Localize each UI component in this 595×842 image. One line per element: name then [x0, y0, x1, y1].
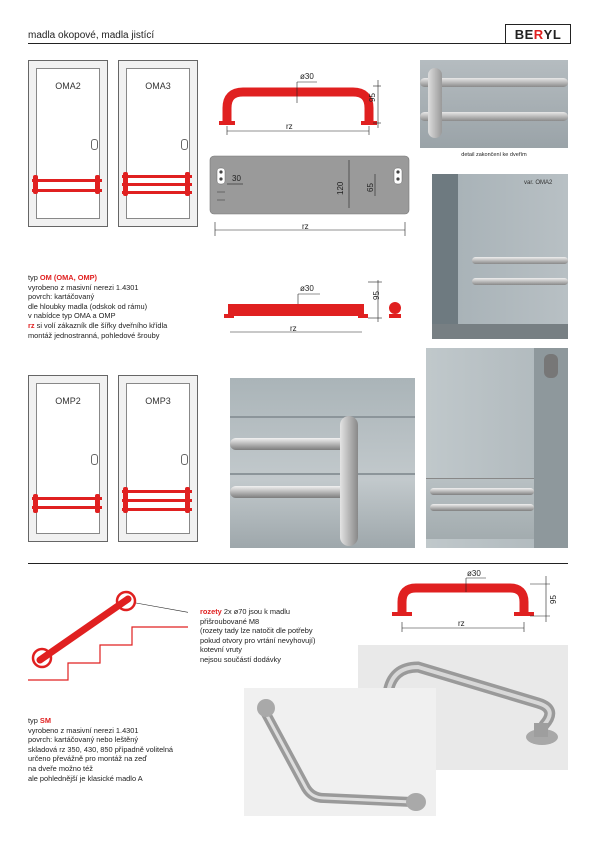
door-oma2: [28, 60, 108, 227]
door-label: OMP3: [145, 396, 171, 406]
sm-line: určeno převážně pro montáž na zeď: [28, 754, 147, 764]
rozety-line: přišroubované M8: [200, 616, 260, 626]
kick-rail: [122, 183, 192, 186]
kick-rail: [32, 179, 102, 182]
door-handle-icon: [181, 139, 188, 150]
door-oma3: [118, 60, 198, 227]
om-line: dle hloubky madla (odskok od rámu): [28, 301, 148, 311]
rail-post: [95, 175, 100, 194]
photo-var-caption: var. OMA2: [524, 180, 553, 186]
dim-height-label: 95: [372, 291, 381, 300]
dim-diameter-label: ø30: [467, 569, 481, 578]
photo-caption: detail zakončení ke dveřím: [461, 152, 527, 158]
beryl-logo: [505, 24, 571, 44]
kick-rail: [122, 490, 192, 493]
dim-rz-label: rz: [302, 222, 309, 231]
header-divider: [28, 43, 568, 44]
dim-height-label: 95: [549, 595, 558, 604]
rz-prefix: rz: [28, 320, 35, 330]
sm-description: [28, 716, 243, 783]
kick-rail: [32, 506, 102, 509]
rozety-line: pokud otvory pro vrtání nevyhovují): [200, 635, 316, 645]
photo-angled-handle: [244, 688, 436, 816]
logo-part-3: YL: [543, 26, 562, 42]
rozety-line: nejsou součástí dodávky: [200, 654, 281, 664]
door-label: OMA2: [55, 81, 81, 91]
sm-line: vyrobeno z masivní nerezi 1.4301: [28, 725, 139, 735]
kick-rail: [32, 189, 102, 192]
type-code: OM (OMA, OMP): [39, 273, 97, 282]
om-line: povrch: kartáčovaný: [28, 292, 95, 302]
rail-post: [123, 487, 128, 513]
photo-rail-detail: [420, 60, 568, 148]
kick-rail: [32, 497, 102, 500]
dim-120-label: 120: [336, 181, 345, 195]
rail-post: [95, 494, 100, 513]
rail-post: [123, 172, 128, 196]
door-omp2: [28, 375, 108, 542]
door-omp3: [118, 375, 198, 542]
kick-rail: [122, 499, 192, 502]
logo-part-1: BE: [514, 26, 534, 42]
photo-door-rails: [426, 348, 568, 548]
rozety-word: rozety: [200, 607, 222, 616]
rail-post: [185, 487, 190, 513]
sm-line: skladová rz 350, 430, 850 případně volitelná: [28, 744, 174, 754]
page-title: madla okopové, madla jistící: [28, 30, 155, 41]
dim-rz-label: rz: [286, 122, 293, 131]
handle-sm-drawing: [380, 570, 568, 642]
door-label: OMA3: [145, 81, 171, 91]
rail-post: [185, 172, 190, 196]
om-line: montáž jednostranná, pohledové šrouby: [28, 330, 160, 340]
dim-rz-label: rz: [290, 324, 297, 333]
rozety-rest: 2x ø70 jsou k madlu: [221, 607, 290, 616]
photo-rails-closeup: [230, 378, 415, 548]
dim-65-label: 65: [366, 183, 375, 192]
door-label: OMP2: [55, 396, 81, 406]
sm-line: na dveře možno též: [28, 763, 93, 773]
sm-line: ale pohlednější je klasické madlo A: [28, 773, 143, 783]
kick-rail: [122, 508, 192, 511]
om-line: v nabídce typ OMA a OMP: [28, 311, 116, 321]
type-prefix: typ: [28, 273, 40, 282]
logo-part-2: R: [533, 26, 544, 42]
om-line: vyrobeno z masivní nerezi 1.4301: [28, 282, 139, 292]
rozety-line: (rozety tady lze natočit dle potřeby: [200, 626, 313, 636]
rozety-line: kotevní vruty: [200, 645, 242, 655]
rz-rest: si volí zákazník dle šířky dveřního křídla: [34, 320, 168, 330]
kick-rail: [122, 191, 192, 194]
handle-flat-drawing: [222, 280, 412, 340]
rail-post: [33, 175, 38, 194]
stair-diagram: [28, 585, 188, 685]
dim-width-label: 30: [232, 174, 241, 183]
type-code: SM: [39, 716, 52, 725]
kick-rail: [122, 175, 192, 178]
type-prefix: typ: [28, 716, 40, 725]
sm-line: povrch: kartáčovaný nebo leštěný: [28, 735, 139, 745]
door-handle-icon: [91, 454, 98, 465]
dim-diameter-label: ø30: [300, 284, 314, 293]
door-handle-icon: [181, 454, 188, 465]
door-handle-icon: [91, 139, 98, 150]
rail-post: [33, 494, 38, 513]
om-description: [28, 273, 228, 340]
section-divider: [28, 563, 568, 564]
photo-door-oma2: [432, 174, 568, 339]
dim-diameter-label: ø30: [300, 72, 314, 81]
dim-rz-label: rz: [458, 619, 465, 628]
dim-height-label: 95: [368, 93, 377, 102]
